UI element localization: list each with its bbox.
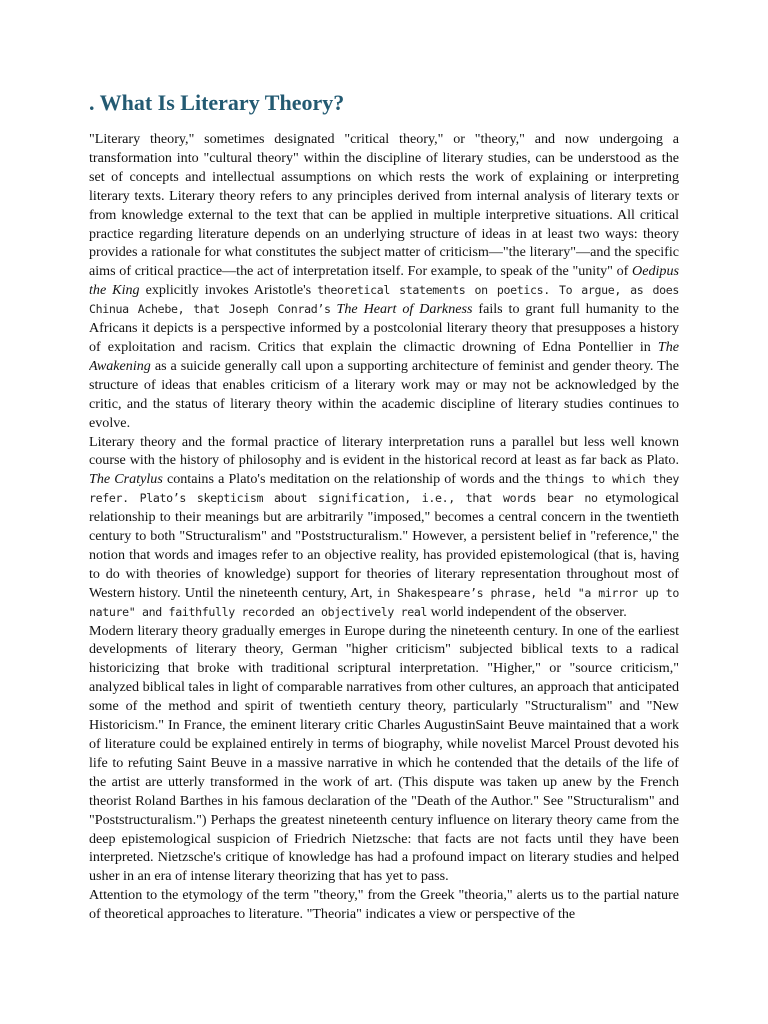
page-title: . What Is Literary Theory? xyxy=(89,90,345,115)
p2-text-f: in Shakespeare’s phrase, held "a mirror up to nature" and faithfully recorded an objectively real xyxy=(89,585,679,619)
p1-text-c: explicitly invokes Aristotle's xyxy=(139,282,318,299)
p1-text-i: as a suicide generally call upon a supporting architecture of feminist and gender theory. The structure of ideas that enables criticism of a literary work may or may not be acknowledged by the critic, and the status of literary theory within the academic discipline of literary studies continues to evolve. xyxy=(89,357,679,431)
p1-text-g: fails to grant full humanity to the Africans it depicts is a perspective informed by a postcolonial literary theory that presupposes a history of exploitation and racism. Critics that explain the climactic drowning of Edna Pontellier in xyxy=(89,301,679,355)
paragraph-1 xyxy=(89,130,679,433)
p2-text-e: etymological relationship to their meanings but are arbitrarily "imposed," becomes a central concern in the twentieth century to both "Structuralism" and "Poststructuralism." However, a persistent belief in "reference," the notion that words and images refer to an objective reality, has provided epistemological (that is, having to do with theories of knowledge) support for theories of literary representation throughout most of Western history. Until the nineteenth century, Art, xyxy=(89,490,679,601)
p2-text-g: world independent of the observer. xyxy=(427,603,627,620)
paragraph-3: Modern literary theory gradually emerges in Europe during the nineteenth century. In one of the earliest developments of literary theory, German "higher criticism" subjected biblical texts to a radical historicizing that broke with traditional scriptural interpretation. "Higher," or "source criticism," analyzed biblical tales in light of comparable narratives from other cultures, an approach that anticipated some of the method and spirit of twentieth century theory, particularly "Structuralism" and "New Historicism." In France, the eminent literary critic Charles AugustinSaint Beuve maintained that a work of literature could be explained entirely in terms of biography, while novelist Marcel Proust devoted his life to refuting Saint Beuve in a massive narrative in which he contended that the details of the life of the artist are utterly transformed in the work of art. (This dispute was taken up anew by the French theorist Roland Barthes in his famous declaration of the "Death of the Author." See "Structuralism" and "Poststructuralism.") Perhaps the greatest nineteenth century influence on literary theory came from the deep epistemological suspicion of Friedrich Nietzsche: that facts are not facts until they have been interpreted. Nietzsche's critique of knowledge has had a profound impact on literary studies and helped usher in an era of intense literary theorizing that has yet to pass. xyxy=(89,622,679,885)
p1-text-a: "Literary theory," sometimes designated "critical theory," or "theory," and now undergoing a transformation into "cultural theory" within the discipline of literary studies, can be understood as the set of concepts and intellectual assumptions on which rests the work of explaining or interpreting literary texts. Literary theory refers to any principles derived from internal analysis of literary texts or from knowledge external to the text that can be applied in multiple interpretive situations. All critical practice regarding literature depends on an underlying structure of ideas in at least two ways: theory provides a rationale for what constitutes the subject matter of criticism—"the literary"—and the specific aims of critical practice—the act of interpretation itself. For example, to speak of the "unity" of xyxy=(89,131,679,280)
p2-text-a: Literary theory and the formal practice of literary interpretation runs a parallel but less well known course with the history of philosophy and is evident in the historical record at least as far back as Plato. xyxy=(89,433,679,469)
p2-text-d: things to which they refer. Plato’s skepticism about signification, i.e., that words bear no xyxy=(89,472,679,506)
p1-title-oedipus: Oedipus the King xyxy=(89,263,679,299)
document-page xyxy=(89,88,679,1018)
document-body xyxy=(89,130,679,924)
p1-title-awakening: The Awakening xyxy=(89,338,679,374)
p2-title-cratylus: The Cratylus xyxy=(89,471,163,488)
p1-text-d: theoretical statements on poetics. To argue, as does Chinua Achebe, that Joseph Conrad’s xyxy=(89,283,679,317)
p2-text-c: contains a Plato's meditation on the relationship of words and the xyxy=(162,471,545,488)
paragraph-2 xyxy=(89,433,679,622)
paragraph-4: Attention to the etymology of the term "theory," from the Greek "theoria," alerts us to the partial nature of theoretical approaches to literature. "Theoria" indicates a view or perspective of the xyxy=(89,887,679,923)
p1-title-heart-of-darkness: The Heart of Darkness xyxy=(336,301,473,318)
